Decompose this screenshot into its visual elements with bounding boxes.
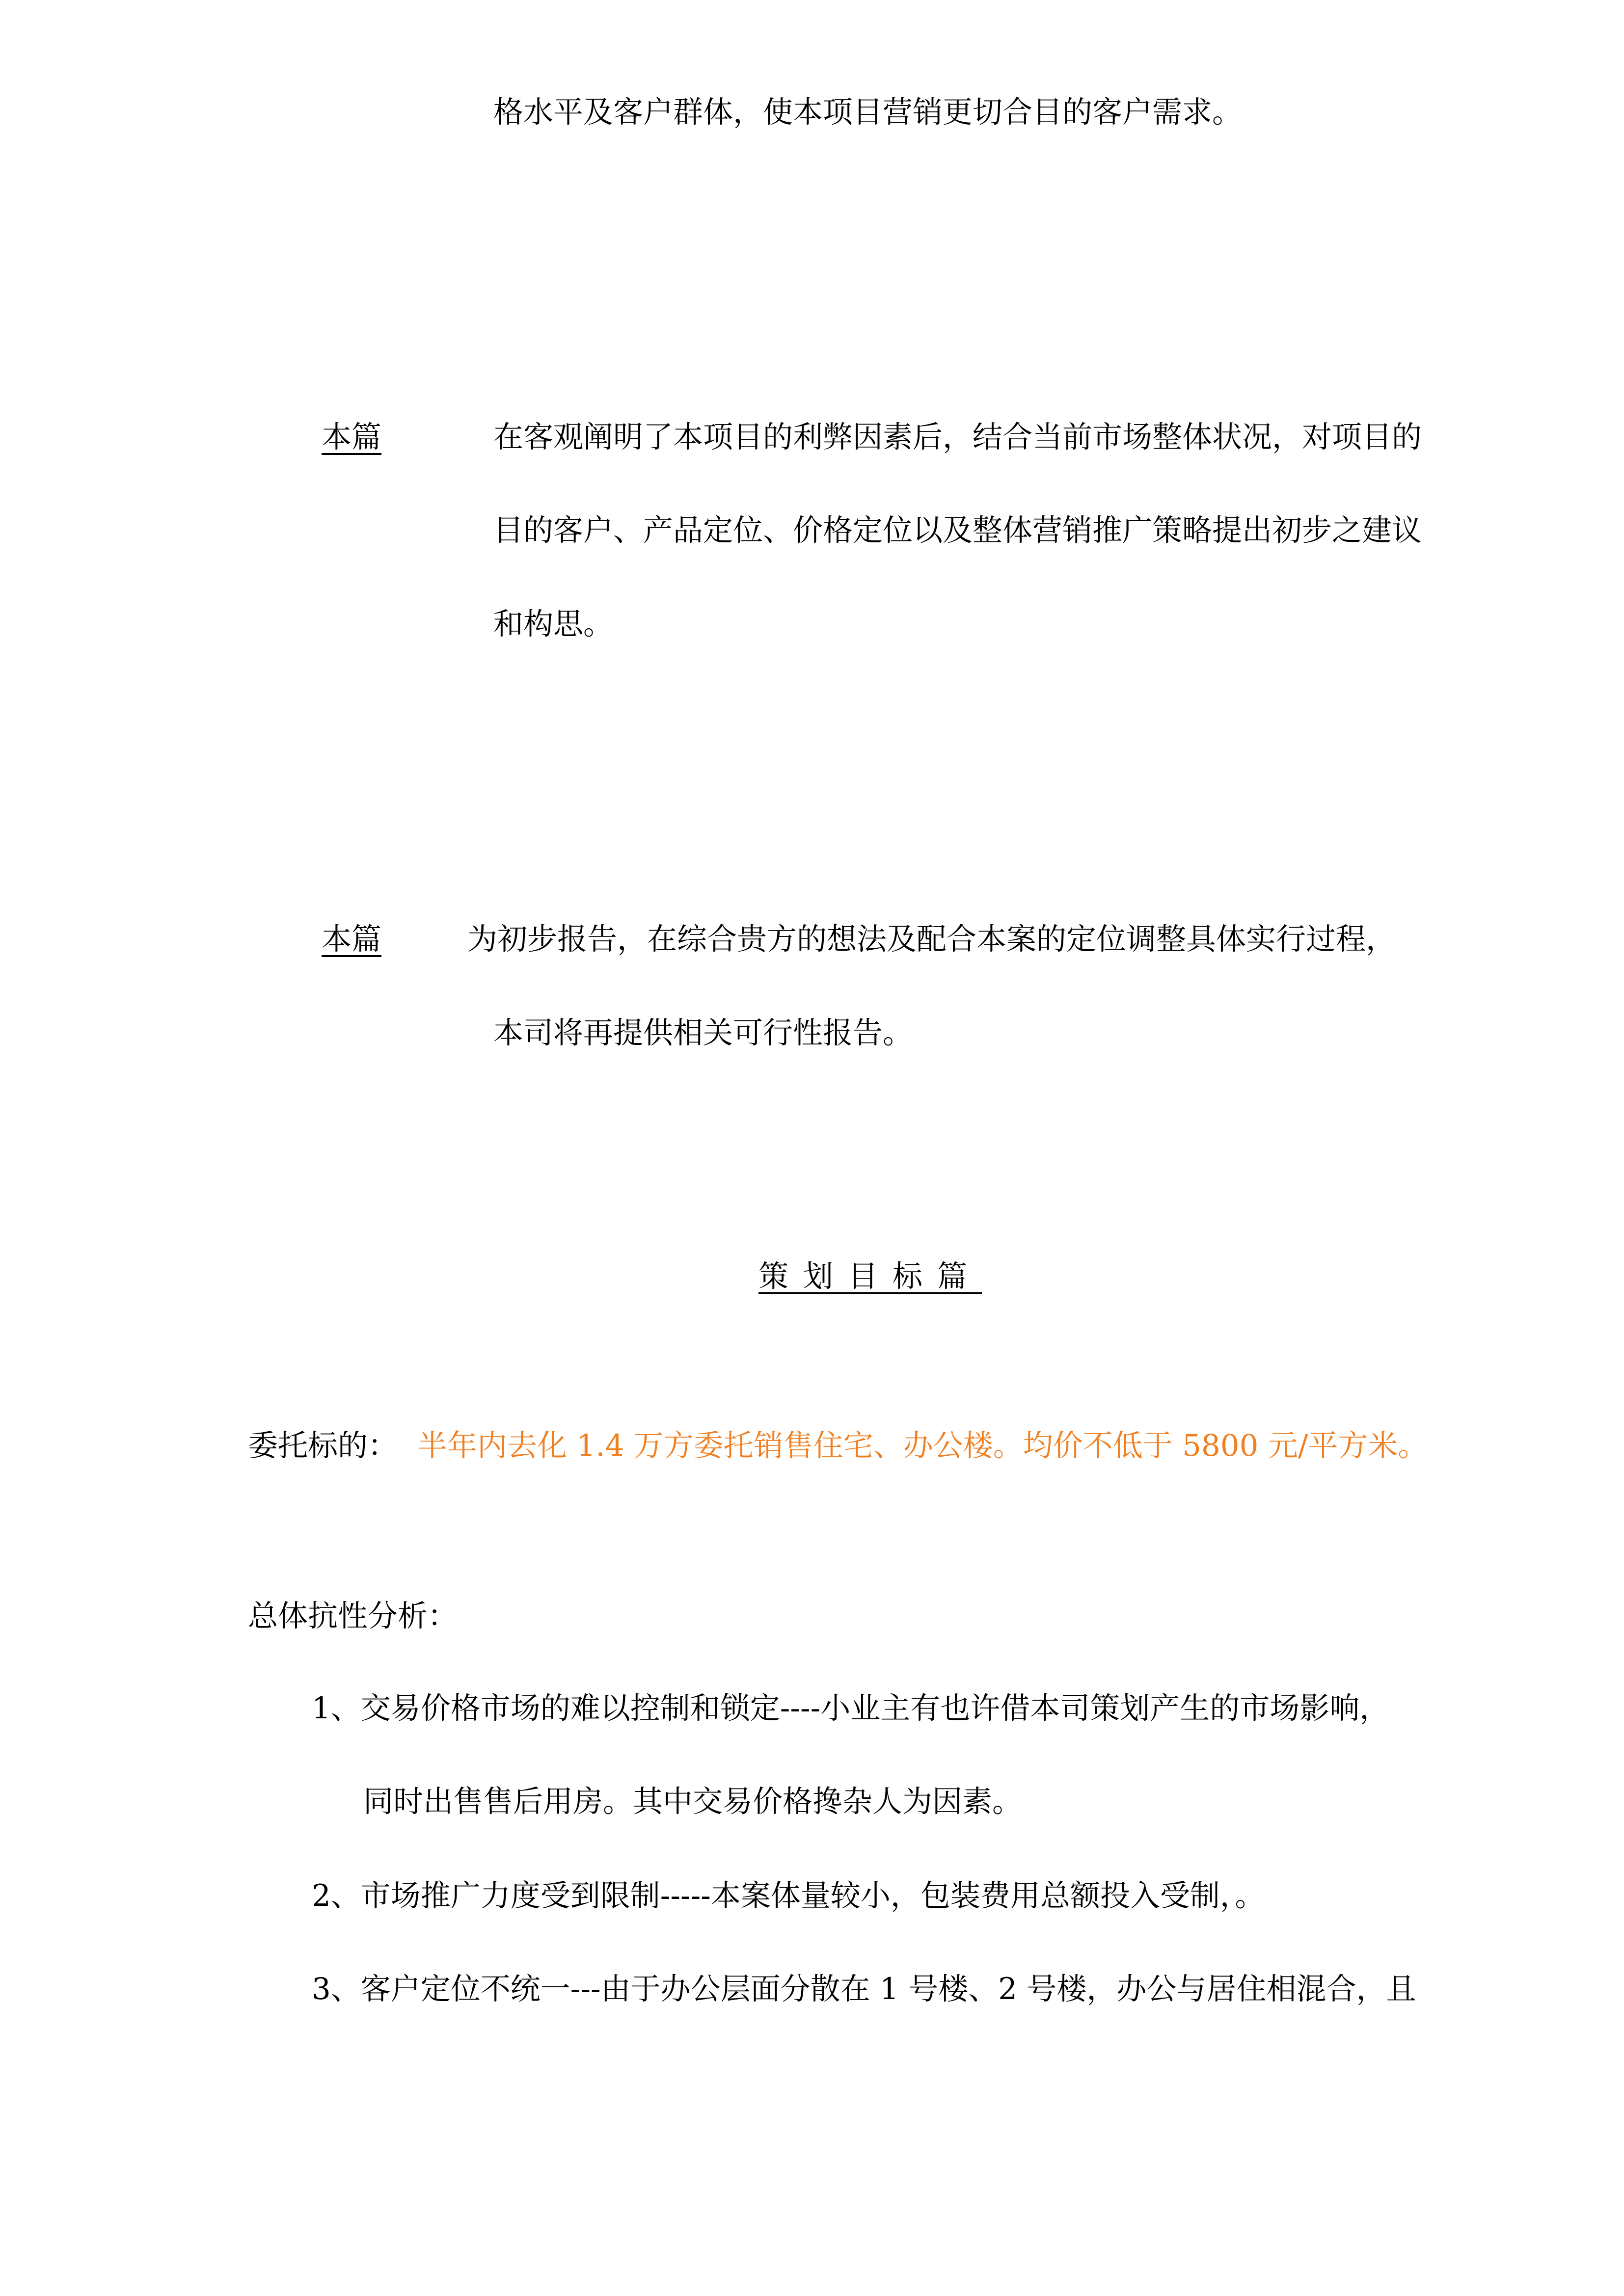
intro-line: 格水平及客户群体，使本项目营销更切合目的客户需求。	[493, 95, 1243, 130]
analysis-item: 1、交易价格市场的难以控制和锁定----小业主有也许借本司策划产生的市场影响，	[312, 1691, 1390, 1726]
paragraph-line: 为初步报告，在综合贵方的想法及配合本案的定位调整具体实行过程，	[467, 922, 1396, 957]
paragraph-line: 和构思。	[493, 607, 614, 641]
section-title: 策划目标篇	[758, 1259, 982, 1294]
target-value: 半年内去化 1.4 万方委托销售住宅、办公楼。均价不低于 5800 元/平方米。	[417, 1428, 1428, 1463]
paragraph-label: 本篇	[322, 922, 382, 957]
analysis-heading: 总体抗性分析：	[248, 1599, 458, 1633]
paragraph-line: 本司将再提供相关可行性报告。	[493, 1015, 913, 1050]
analysis-item: 2、市场推广力度受到限制-----本案体量较小，包装费用总额投入受制，。	[312, 1878, 1265, 1913]
paragraph-line: 在客观阐明了本项目的利弊因素后，结合当前市场整体状况，对项目的	[493, 420, 1422, 454]
analysis-item-continuation: 同时出售售后用房。其中交易价格搀杂人为因素。	[363, 1784, 1023, 1819]
analysis-item: 3、客户定位不统一---由于办公层面分散在 1 号楼、2 号楼，办公与居住相混合，且	[312, 1972, 1416, 2006]
paragraph-line: 目的客户、产品定位、价格定位以及整体营销推广策略提出初步之建议	[493, 513, 1422, 548]
paragraph-label: 本篇	[322, 420, 382, 454]
target-label: 委托标的：	[248, 1428, 398, 1463]
